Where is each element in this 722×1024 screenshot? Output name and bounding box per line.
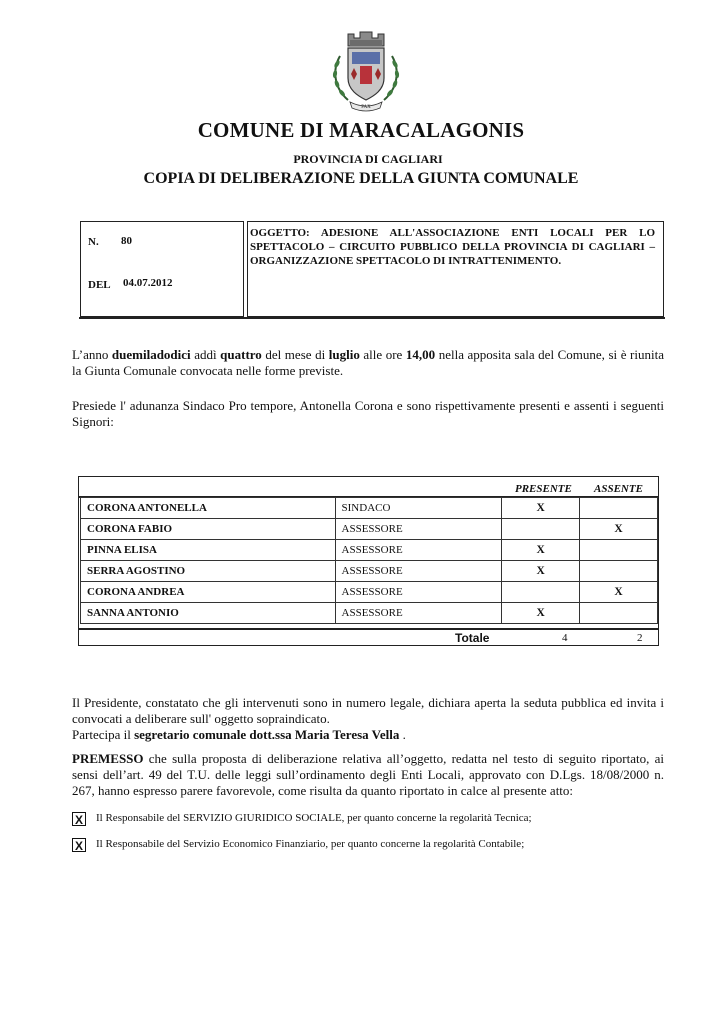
intro-paragraph: L’anno duemiladodici addì quattro del mese di luglio alle ore 14,00 nella apposita sala del Comune, si è riunita la Giunta Comunale convocata nelle forme previste. (72, 347, 664, 378)
present-mark: X (502, 561, 580, 582)
member-name: SANNA ANTONIO (81, 603, 336, 624)
total-label: Totale (455, 631, 490, 645)
table-row (81, 582, 658, 603)
member-role: ASSESSORE (335, 540, 502, 561)
attendance-table (80, 497, 658, 624)
absent-mark (580, 498, 658, 519)
date-label: DEL (88, 279, 111, 291)
presidency-paragraph: Presiede l' adunanza Sindaco Pro tempore, Antonella Corona e sono rispettivamente presenti e assenti i seguenti Signori: (72, 398, 664, 429)
absent-mark (580, 540, 658, 561)
table-row (81, 561, 658, 582)
member-name: PINNA ELISA (81, 540, 336, 561)
secretary-line: Partecipa il segretario comunale dott.ssa Maria Teresa Vella . (72, 727, 406, 742)
member-role: ASSESSORE (335, 603, 502, 624)
number-label: N. (88, 236, 99, 248)
table-row (81, 540, 658, 561)
box-underline (246, 317, 665, 319)
technical-opinion-text: Il Responsabile del SERVIZIO GIURIDICO SOCIALE, per quanto concerne la regolarità Tecnica; (96, 812, 532, 824)
president-paragraph: Il Presidente, constatato che gli intervenuti sono in numero legale, dichiara aperta la seduta pubblica ed invita i convocati a deliberare sull' oggetto sopraindicato. (72, 695, 664, 726)
member-role: ASSESSORE (335, 561, 502, 582)
accounting-opinion-text: Il Responsabile del Servizio Economico Finanziario, per quanto concerne la regolarità Contabile; (96, 838, 525, 850)
absent-mark (580, 561, 658, 582)
table-row (81, 519, 658, 540)
present-mark: X (502, 498, 580, 519)
svg-text:PAX: PAX (361, 105, 371, 110)
member-role: SINDACO (335, 498, 502, 519)
member-name: CORONA ANTONELLA (81, 498, 336, 519)
provincia-subtitle: PROVINCIA DI CAGLIARI (293, 152, 443, 166)
date-value: 04.07.2012 (123, 277, 173, 289)
present-mark (502, 519, 580, 540)
present-mark: X (502, 603, 580, 624)
number-value: 80 (121, 235, 132, 247)
accounting-opinion-checkbox: X (72, 838, 86, 852)
col-assente-header: ASSENTE (594, 483, 643, 495)
number-date-box (80, 221, 244, 317)
absent-mark: X (580, 519, 658, 540)
total-absent: 2 (637, 632, 643, 644)
subject-text: OGGETTO: ADESIONE ALL'ASSOCIAZIONE ENTI LOCALI PER LO SPETTACOLO – CIRCUITO PUBBLICO DELLA PROVINCIA DI CAGLIARI – ORGANIZZAZIONE SPETTACOLO DI INTRATTENIMENTO. (250, 227, 655, 267)
member-name: CORONA ANDREA (81, 582, 336, 603)
premesso-paragraph: PREMESSO che sulla proposta di deliberazione relativa all’oggetto, redatta nel testo di seguito riportato, ai sensi dell’art. 49 del T.U. delle leggi sull’ordinamento degli Enti Locali, approvato con D.Lgs. 18/08/2000 n. 267, hanno espresso parere favorevole, come risulta da quanto riportato in calce al presente atto: (72, 751, 664, 798)
total-present: 4 (562, 632, 568, 644)
technical-opinion-checkbox: X (72, 812, 86, 826)
municipal-coat-of-arms (326, 26, 406, 112)
present-mark: X (502, 540, 580, 561)
member-role: ASSESSORE (335, 519, 502, 540)
comune-title: COMUNE DI MARACALAGONIS (197, 118, 525, 142)
table-row (81, 498, 658, 519)
table-row (81, 603, 658, 624)
col-presente-header: PRESENTE (515, 483, 572, 495)
total-separator (79, 628, 658, 630)
member-name: CORONA FABIO (81, 519, 336, 540)
member-name: SERRA AGOSTINO (81, 561, 336, 582)
absent-mark (580, 603, 658, 624)
member-role: ASSESSORE (335, 582, 502, 603)
present-mark (502, 582, 580, 603)
absent-mark: X (580, 582, 658, 603)
box-underline (79, 317, 246, 319)
document-type-title: COPIA DI DELIBERAZIONE DELLA GIUNTA COMUNALE (143, 170, 579, 187)
